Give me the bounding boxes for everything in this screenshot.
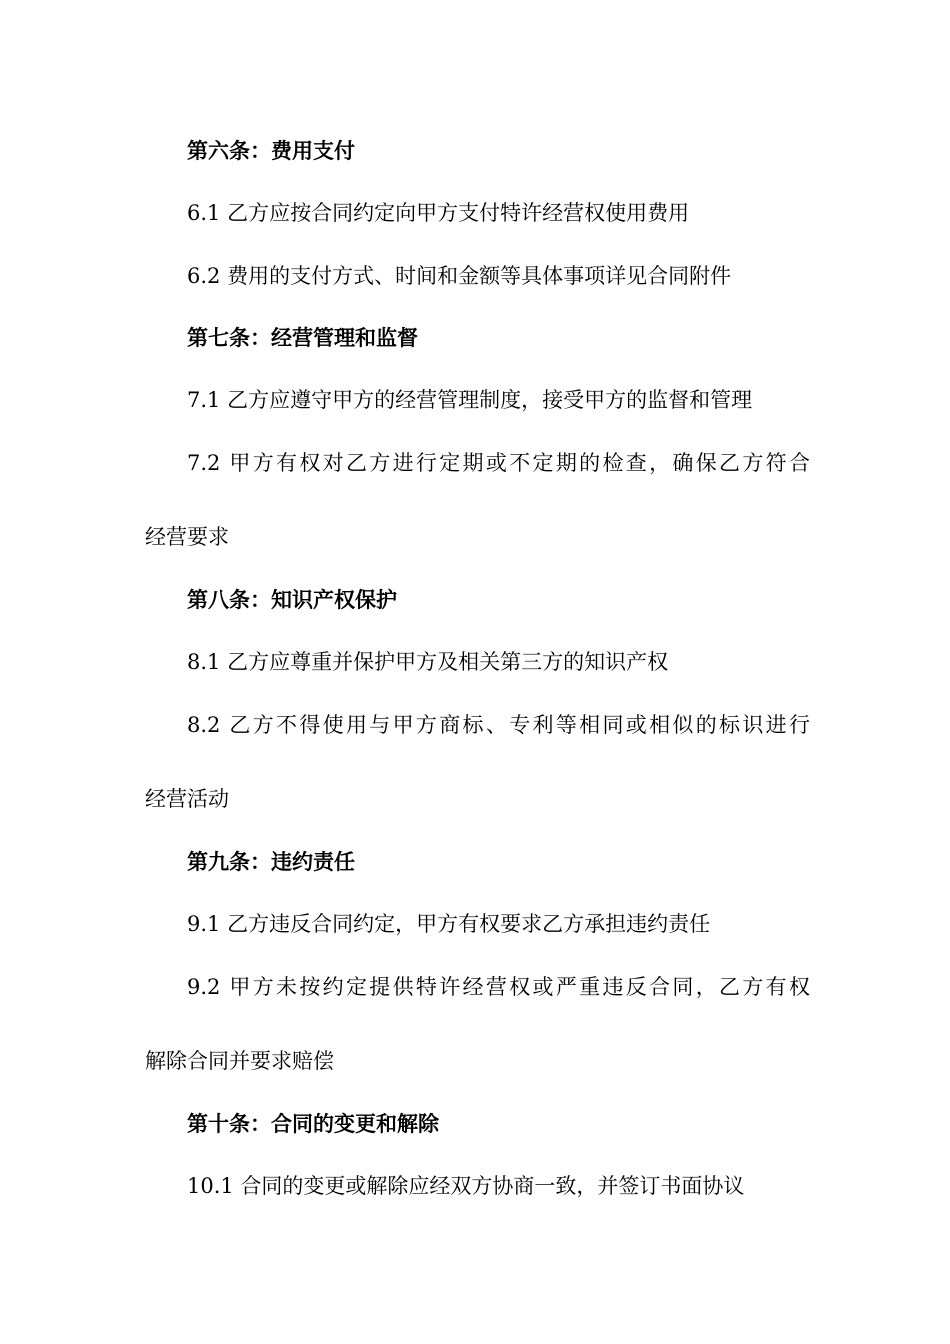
section-heading-6: 第六条：费用支付 [187,139,355,163]
clause-7-2-continuation: 经营要求 [145,525,229,549]
section-heading-9: 第九条：违约责任 [187,850,355,874]
clause-9-1: 9.1 乙方违反合同约定，甲方有权要求乙方承担违约责任 [187,912,711,936]
clause-10-1: 10.1 合同的变更或解除应经双方协商一致，并签订书面协议 [187,1174,745,1198]
section-heading-8: 第八条：知识产权保护 [187,588,397,612]
section-heading-7: 第七条：经营管理和监督 [187,326,418,350]
section-heading-10: 第十条：合同的变更和解除 [187,1112,439,1136]
clause-8-1: 8.1 乙方应尊重并保护甲方及相关第三方的知识产权 [187,650,669,674]
clause-7-1: 7.1 乙方应遵守甲方的经营管理制度，接受甲方的监督和管理 [187,388,753,412]
clause-8-2-continuation: 经营活动 [145,787,229,811]
clause-6-2: 6.2 费用的支付方式、时间和金额等具体事项详见合同附件 [187,264,732,288]
clause-8-2: 8.2 乙方不得使用与甲方商标、专利等相同或相似的标识进行 [187,713,810,737]
clause-6-1: 6.1 乙方应按合同约定向甲方支付特许经营权使用费用 [187,201,690,225]
clause-9-2-continuation: 解除合同并要求赔偿 [145,1049,334,1073]
clause-7-2: 7.2 甲方有权对乙方进行定期或不定期的检查，确保乙方符合 [187,451,810,475]
clause-9-2: 9.2 甲方未按约定提供特许经营权或严重违反合同，乙方有权 [187,975,810,999]
